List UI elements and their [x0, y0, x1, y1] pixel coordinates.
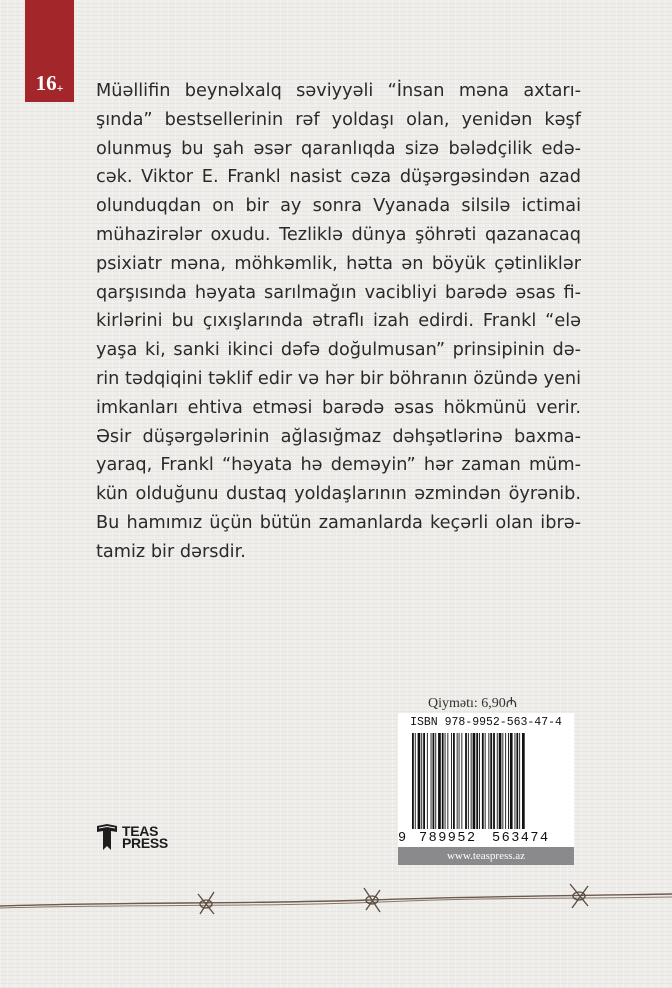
barcode-bar [522, 733, 525, 829]
barcode-bar [442, 733, 444, 829]
barcode-bars [406, 733, 566, 833]
barcode-bar [476, 733, 478, 829]
barcode-bar [471, 733, 472, 829]
barcode-bar [447, 733, 448, 829]
barcode-bar [515, 733, 516, 829]
barcode-bar [433, 733, 435, 829]
blurb-line: kirlərini bu çıxışlarında ətraflı izah edirdi. Frankl “elə [96, 311, 581, 332]
age-rating-number: 16 [35, 71, 57, 95]
barcode-bar [435, 733, 436, 829]
barcode-bar [453, 733, 455, 829]
publisher-name [122, 825, 168, 849]
barcode-digits-left: 789952 [419, 831, 477, 846]
barcode-bar [488, 733, 489, 829]
barcode-bar [412, 733, 414, 829]
price-label: Qiymətı: 6,90₼ [428, 696, 518, 711]
isbn-barcode [398, 713, 574, 847]
barcode-bar [431, 733, 432, 829]
blurb-line: cək. Viktor E. Frankl nasist cəza düşərgəsindən azad [96, 167, 581, 188]
barcode-bar [445, 733, 446, 829]
age-rating-plus: + [56, 81, 64, 95]
barcode-bar [421, 733, 422, 829]
barcode-digit-first: 9 [398, 831, 407, 846]
barcode-bar [519, 733, 520, 829]
barcode-bar [468, 733, 469, 829]
barcode-bar [473, 733, 476, 829]
barcode-bar [457, 733, 458, 829]
blurb-line: tamiz bir dərsdir. [96, 541, 246, 562]
blurb-line: Əsir düşərgələrinin ağlasığmaz dəhşətlərinə baxma- [96, 426, 581, 447]
barcode-bar [482, 733, 484, 829]
publisher-website[interactable]: www.teaspress.az [398, 847, 574, 865]
blurb-line: olunmuş bu şah əsər qaranlıqda sizə bələdçilik edə- [96, 138, 581, 159]
barcode-bar [423, 733, 425, 829]
blurb-line: Müəllifin beynəlxalq səviyyəli “İnsan məna axtarı- [96, 81, 581, 101]
back-cover-blurb [96, 77, 581, 567]
blurb-line: imkanları ehtiva etməsi barədə əsas hökmünü verir. [96, 397, 581, 418]
barcode-bar [505, 733, 506, 829]
barcode-digits-right: 563474 [492, 831, 550, 846]
isbn-label: ISBN 978-9952-563-47-4 [410, 716, 562, 729]
barcode-bar [459, 733, 460, 829]
barcode-bar [479, 733, 480, 829]
blurb-line: rin tədqiqini təklif edir və hər bir böhranın özündə yeni [96, 368, 581, 389]
barcode-bar [451, 733, 452, 829]
blurb-line: olunduqdan on bir ay sonra Vyanada silsilə ictimai [96, 196, 581, 217]
barcode-bar [497, 733, 498, 829]
barcode-bar [493, 733, 495, 829]
barcode-bar [485, 733, 486, 829]
blurb-line: psixiatr məna, möhkəmlik, hətta ən böyük çətinliklər [96, 253, 581, 274]
barcode-bar [415, 733, 416, 829]
blurb-line: yaraq, Frankl “həyata hə deməyin” hər zaman müm- [96, 455, 581, 476]
barbed-wire-decoration [0, 880, 672, 920]
barcode-bar [516, 733, 518, 829]
blurb-line: yaşa ki, sanki ikinci dəfə doğulmusan” prinsipinin də- [96, 340, 581, 361]
blurb-line: mühazirələr oxudu. Tezliklə dünya şöhrəti qazanacaq [96, 224, 581, 245]
barcode-bar [499, 733, 502, 829]
publisher-name-line1: TEAS [122, 823, 159, 839]
blurb-line: şında” bestsellerinin rəf yoldaşı olan, yenidən kəşf [96, 109, 581, 130]
age-rating-badge [25, 0, 74, 102]
publisher-name-line2: PRESS [122, 835, 168, 851]
barcode-bar [465, 733, 467, 829]
barcode-bar [438, 733, 441, 829]
blurb-line: qarşısında həyata sarılmağın vacibliyi barədə əsas fi- [96, 282, 581, 303]
blurb-line: kün olduğunu dustaq yoldaşlarının əzmindən öyrənib. [96, 484, 581, 505]
barcode-bar [510, 733, 513, 829]
barcode-bar [508, 733, 509, 829]
barcode-bar [427, 733, 428, 829]
book-logo-icon [96, 824, 118, 850]
barcode-bar [502, 733, 503, 829]
barcode-bar [461, 733, 462, 829]
barcode-bar [490, 733, 492, 829]
barcode-bar [418, 733, 421, 829]
publisher-logo [96, 824, 168, 850]
blurb-line: Bu hamımız üçün bütün zamanlarda keçərli olan ibrə- [96, 512, 581, 533]
